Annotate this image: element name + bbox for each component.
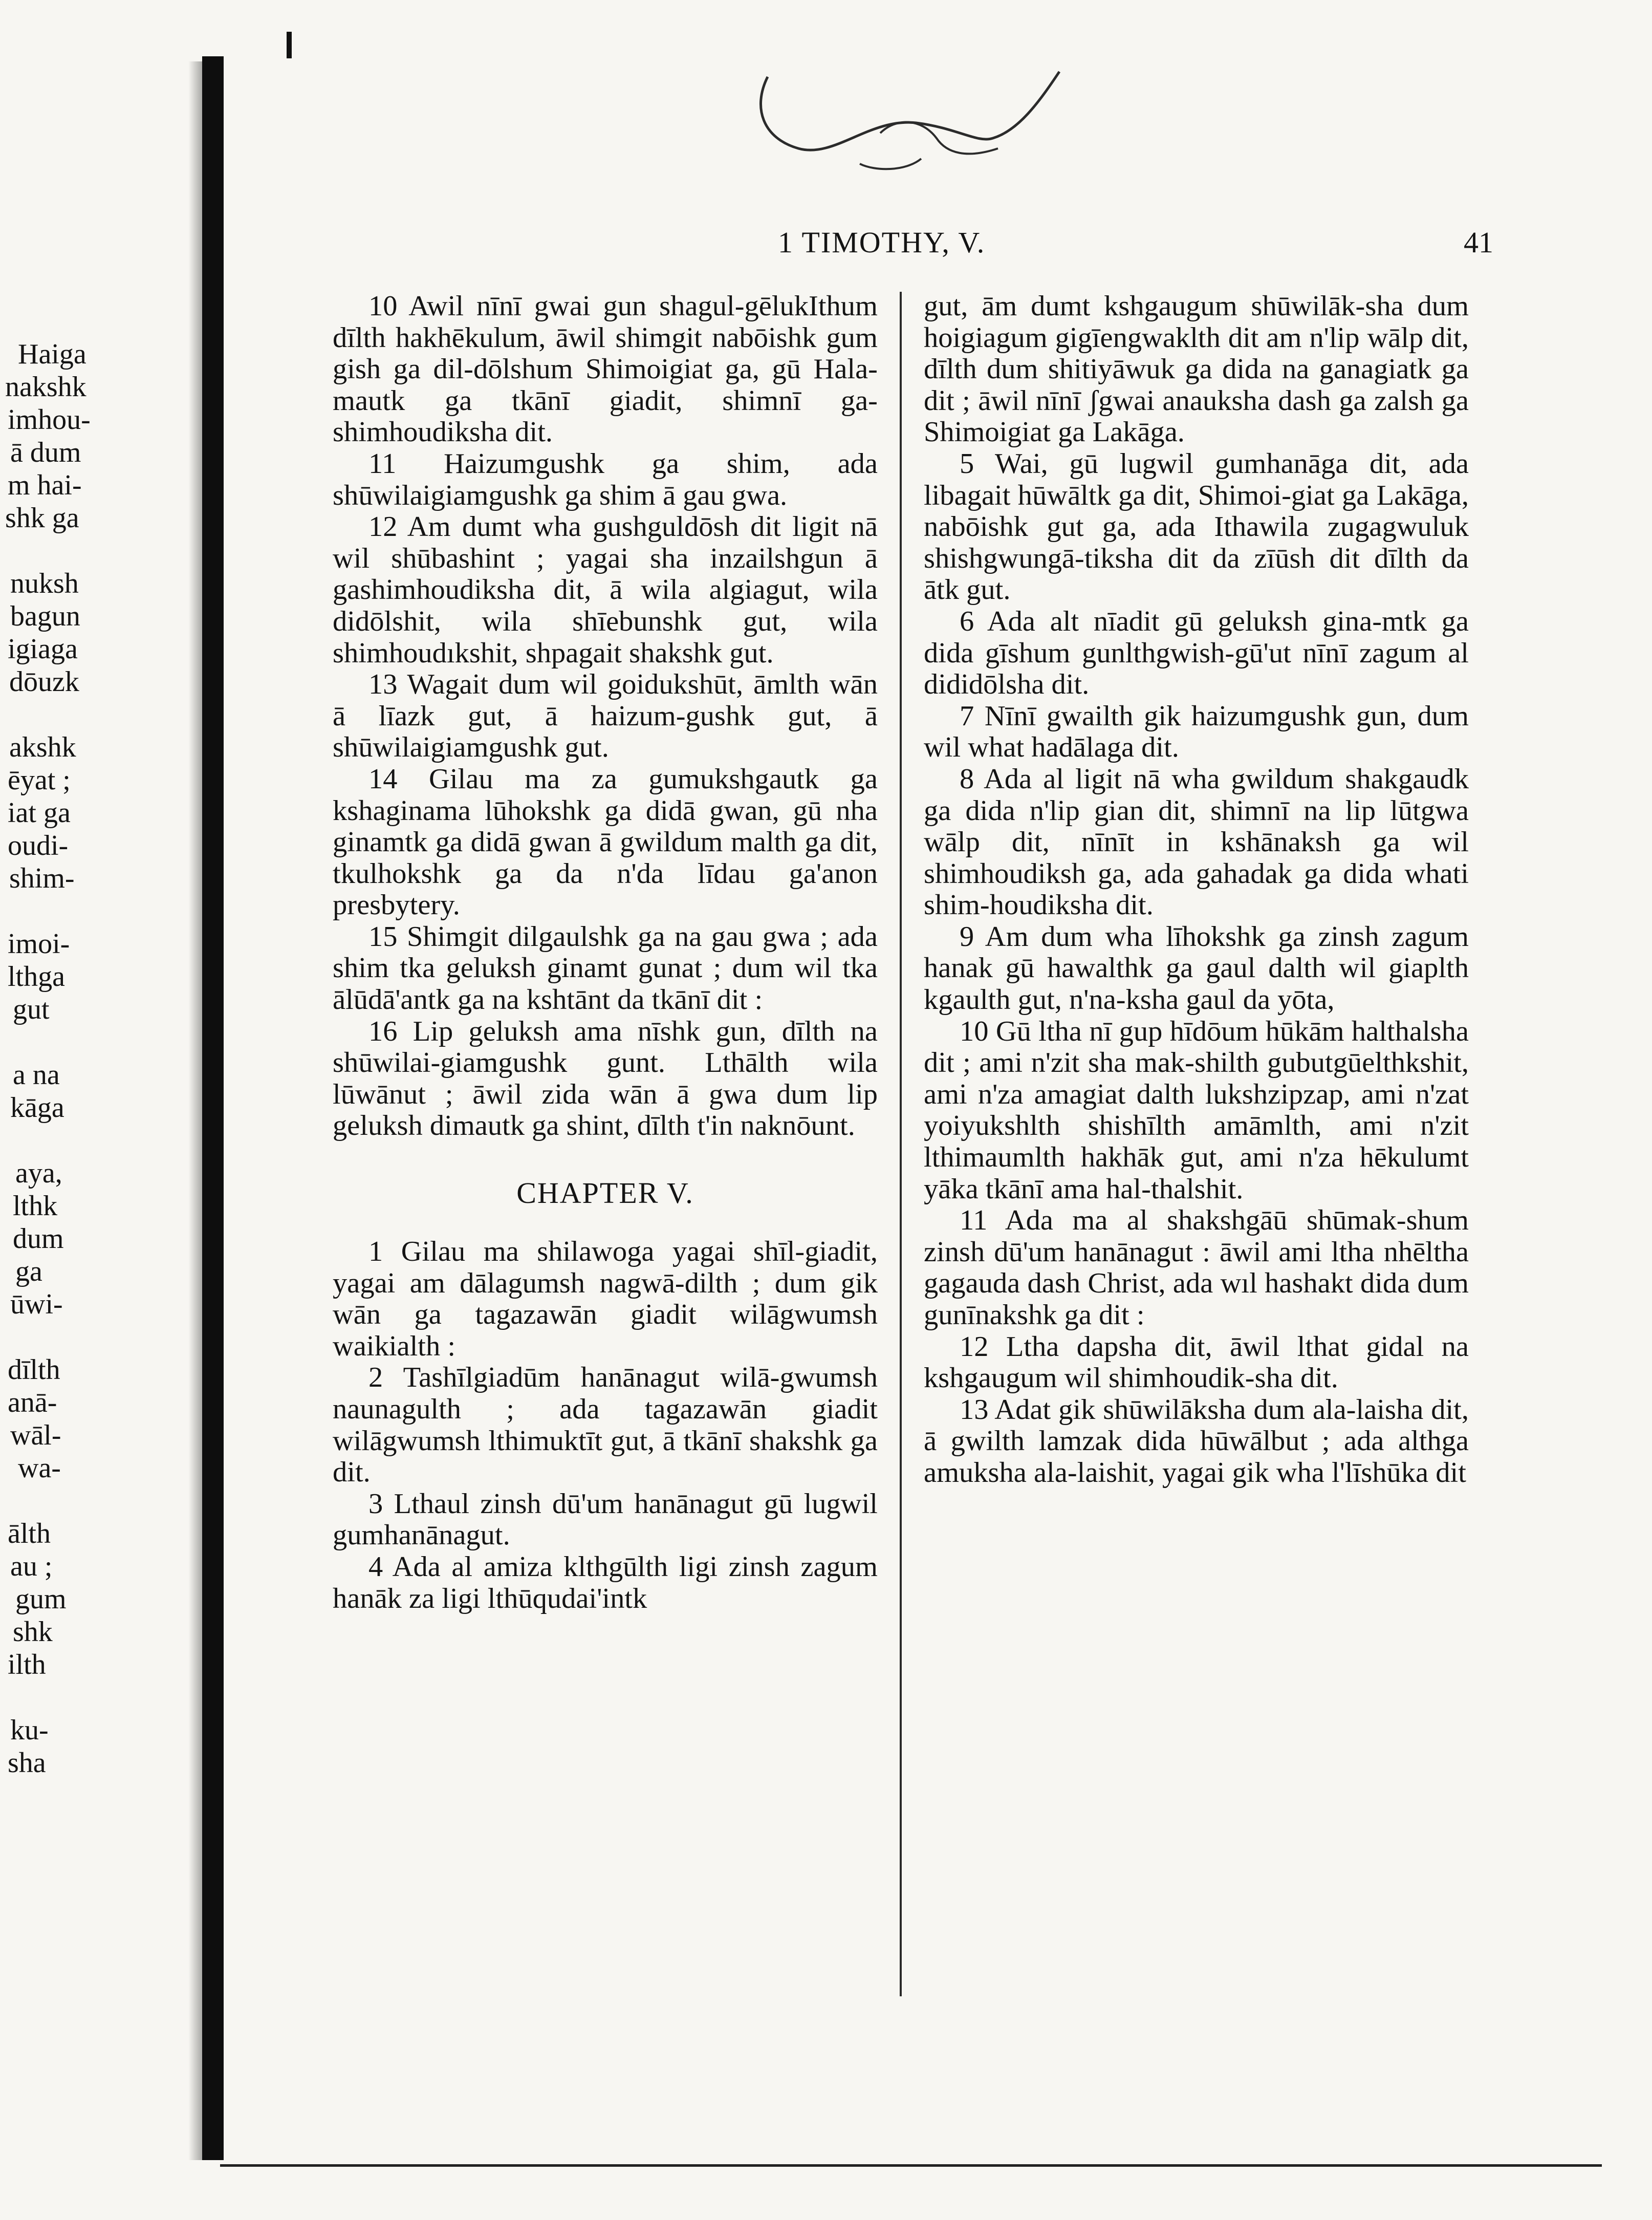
facing-page-fragment: shim-: [9, 863, 75, 894]
facing-page-fragment: aya,: [15, 1157, 62, 1189]
verse-paragraph: 1 Gilau ma shilawoga yagai shīl-giadit, yagai am dālagumsh nagwā-dilth ; dum gik wān ga tagazawān giadit wilāgwumsh waikialth :: [333, 1236, 878, 1362]
facing-page-fragment: lthga: [8, 961, 65, 993]
verse-paragraph: 8 Ada al ligit nā wha gwildum shakgaudk ga dida n'lip gian dit, shimnī na lip lūtgwa wālp dit, nīnīt in kshānaksh ga wil shimhoudiksh ga, ada gahadak ga dida whati shim-houdiksha dit.: [924, 763, 1469, 921]
verse-paragraph: 16 Lip geluksh ama nīshk gun, dīlth na shūwilai-giamgushk gunt. Lthālth wila lūwānut ; āwil zida wān ā gwa dum lip geluksh dimautk ga shint, dīlth t'in naknōunt.: [333, 1015, 878, 1142]
verse-paragraph: 5 Wai, gū lugwil gumhanāga dit, ada libagait hūwāltk ga dit, Shimoi-giat ga Lakāga, nabōishk gut ga, ada Ithawila zugagwuluk shishgwungā-tiksha dit da zīūsh dit dīlth da ātk gut.: [924, 447, 1469, 606]
facing-page-fragment: dum: [13, 1223, 64, 1255]
facing-page-fragment: dōuzk: [9, 666, 79, 698]
running-title: 1 TIMOTHY, V.: [778, 226, 986, 259]
facing-page-fragment: ālth: [8, 1518, 51, 1549]
left-column: [333, 291, 878, 1614]
facing-page-fragment: iat ga: [8, 797, 71, 829]
right-column-verses: [924, 291, 1469, 1489]
facing-page-fragment: ga: [15, 1256, 42, 1287]
facing-page-fragment: gum: [15, 1583, 67, 1615]
facing-page-fragment: kāga: [10, 1092, 64, 1124]
verse-paragraph: 10 Awil nīnī gwai gun shagul-gēlukIthum dīlth hakhēkulum, āwil shimgit nabōishk gum gish ga dil-dōlshum Shimoigiat ga, gū Hala-mautk ga tkānī giadit, shimnī ga-shimhoudiksha dit.: [333, 290, 878, 448]
binding-shadow: [188, 61, 204, 2160]
verse-paragraph: 6 Ada alt nīadit gū geluksh gina-mtk ga dida gīshum gunlthgwish-gū'ut nīnī zagum al dididōlsha dit.: [924, 605, 1469, 701]
verse-paragraph: 7 Nīnī gwailth gik haizumgushk gun, dum wil what hadālaga dit.: [924, 700, 1469, 764]
facing-page-fragment: ilth: [8, 1649, 46, 1680]
facing-page-fragment: nakshk: [5, 371, 86, 403]
binding-gutter: [202, 56, 224, 2160]
facing-page-fragment: sha: [8, 1747, 46, 1779]
verse-paragraph: 12 Am dumt wha gushguldōsh dit ligit nā wil shūbashint ; yagai sha inzailshgun ā gashimhoudiksha dit, ā wila algiagut, wila didōlshit, wila shīebunshk gut, wila shimhoudıkshit, shpagait shakshk gut.: [333, 511, 878, 669]
right-column: [924, 291, 1469, 1489]
pencil-scribble: [752, 61, 1070, 179]
facing-page-fragment: ā dum: [10, 437, 81, 468]
verse-paragraph: 3 Lthaul zinsh dū'um hanānagut gū lugwil gumhanānagut.: [333, 1488, 878, 1551]
verse-paragraph: 13 Wagait dum wil goidukshūt, āmlth wān ā līazk gut, ā haizum-gushk gut, ā shūwilaigiamgushk gut.: [333, 669, 878, 764]
verse-paragraph: 11 Haizumgushk ga shim, ada shūwilaigiamgushk ga shim ā gau gwa.: [333, 447, 878, 511]
verse-paragraph: 15 Shimgit dilgaulshk ga na gau gwa ; ada shim tka geluksh ginamt gunat ; dum wil tka ālūdā'antk ga na kshtānt da tkānī dit :: [333, 920, 878, 1016]
verse-paragraph: 13 Adat gik shūwilāksha dum ala-laisha dit, ā gwilth lamzak dida hūwālbut ; ada althga amuksha ala-laishit, yagai gik wha l'līshūka dit: [924, 1393, 1469, 1489]
facing-page-fragment: shk ga: [5, 502, 79, 534]
facing-page-fragment: dīlth: [8, 1354, 60, 1386]
facing-page-fragment: gut: [13, 994, 50, 1025]
page-number: 41: [1464, 226, 1493, 259]
facing-page-fragment: au ;: [10, 1550, 53, 1582]
facing-page-fragment: oudi-: [8, 830, 69, 861]
facing-page-fragment: m hai-: [8, 469, 82, 501]
left-column-verses: [333, 291, 878, 1142]
scan-mark: [287, 32, 292, 58]
verse-paragraph: 11 Ada ma al shakshgāū shūmak-shum zinsh dū'um hanānagut : āwil ami ltha nhēltha gagauda dash Christ, ada wıl hashakt dida dum gunīnakshk ga dit :: [924, 1204, 1469, 1331]
facing-page-fragment: nuksh: [10, 568, 79, 599]
facing-page-fragment: ēyat ;: [8, 764, 71, 796]
facing-page-fragment: a na: [13, 1059, 60, 1091]
facing-page-fragment: wāl-: [10, 1419, 61, 1451]
verse-paragraph: 10 Gū ltha nī gup hīdōum hūkām halthalsha dit ; ami n'zit sha mak-shilth gubutgūelthkshit, ami n'za amagiat dalth lukshzipzap, ami n'zat yoiyukshlth shishīlth amāmlth, ami n'zit lthimaumlth hakhāk gut, ami n'za hēkulumt yāka tkānī ama hal-thalshit.: [924, 1015, 1469, 1205]
verse-paragraph: 4 Ada al amiza klthgūlth ligi zinsh zagum hanāk za ligi lthūqudai'intk: [333, 1550, 878, 1614]
facing-page-fragment: ūwi-: [10, 1288, 63, 1320]
facing-page-fragment: ku-: [10, 1714, 49, 1746]
facing-page-fragment: Haiga: [18, 338, 86, 370]
chapter-verses: [333, 1236, 878, 1614]
facing-page-fragment: wa-: [18, 1452, 61, 1484]
facing-page-fragment: shk: [13, 1616, 53, 1648]
facing-page-fragment: anā-: [8, 1387, 57, 1418]
facing-page-fragment: lthk: [13, 1190, 58, 1222]
facing-page-fragment: igiaga: [8, 633, 78, 665]
facing-page-fragment: imhou-: [8, 404, 91, 436]
facing-page-fragment: imoi-: [8, 928, 70, 960]
verse-paragraph: 14 Gilau ma za gumukshgautk ga kshaginama lūhokshk ga didā gwan, gū nha ginamtk ga didā gwan ā gwildum malth ga dit, tkulhokshk ga da n'da līdau ga'anon presbytery.: [333, 763, 878, 921]
chapter-heading: CHAPTER V.: [516, 1176, 694, 1210]
bottom-edge-rule: [220, 2164, 1602, 2167]
facing-page-fragment: akshk: [9, 731, 76, 763]
facing-page-fragment: bagun: [10, 600, 80, 632]
verse-paragraph: 9 Am dum wha līhokshk ga zinsh zagum hanak gū hawalthk ga gaul dalth wil giaplth kgaulth gut, n'na-ksha gaul da yōta,: [924, 920, 1469, 1016]
column-divider: [900, 292, 902, 1996]
verse-paragraph: 12 Ltha dapsha dit, āwil lthat gidal na kshgaugum wil shimhoudik-sha dit.: [924, 1330, 1469, 1394]
verse-paragraph: gut, ām dumt kshgaugum shūwilāk-sha dum hoigiagum gigīengwaklth dit am n'lip wālp dit, dīlth dum shitiyāwuk ga dida na ganagiatk ga dit ; āwil nīnī ʃgwai anauksha dash ga zalsh ga Shimoigiat ga Lakāga.: [924, 290, 1469, 448]
verse-paragraph: 2 Tashīlgiadūm hanānagut wilā-gwumsh naunagulth ; ada tagazawān giadit wilāgwumsh lthimuktīt gut, ā tkānī shakshk ga dit.: [333, 1362, 878, 1489]
